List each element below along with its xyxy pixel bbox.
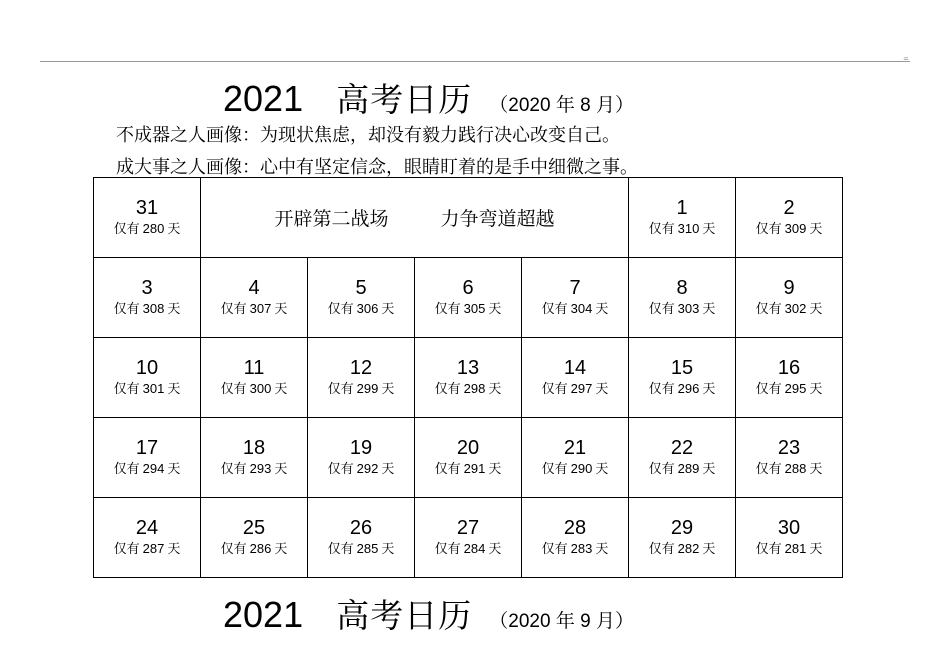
remaining-count: 308 <box>142 300 165 316</box>
days-remaining <box>201 380 307 399</box>
remaining-count: 287 <box>142 540 165 556</box>
day-cell <box>308 498 415 578</box>
day-cell <box>415 258 522 338</box>
day-cell <box>736 418 843 498</box>
remaining-count: 307 <box>249 300 272 316</box>
day-cell <box>629 498 736 578</box>
day-number: 20 <box>456 436 480 459</box>
remaining-prefix: 仅有 <box>327 541 354 557</box>
remaining-count: 297 <box>570 380 593 396</box>
remaining-prefix: 仅有 <box>327 461 354 477</box>
day-number: 23 <box>777 436 801 459</box>
remaining-suffix: 天 <box>167 461 181 477</box>
days-remaining <box>415 380 521 399</box>
remaining-prefix: 仅有 <box>541 541 568 557</box>
remaining-count: 285 <box>356 540 379 556</box>
slogan-right: 力争弯道超越 <box>440 208 555 230</box>
remaining-suffix: 天 <box>595 381 609 397</box>
day-cell <box>522 498 629 578</box>
remaining-count: 283 <box>570 540 593 556</box>
day-cell <box>522 418 629 498</box>
day-cell <box>201 418 308 498</box>
day-cell <box>308 418 415 498</box>
remaining-count: 293 <box>249 460 272 476</box>
days-remaining <box>522 380 628 399</box>
title-name: 高考日历 <box>336 80 473 119</box>
remaining-count: 290 <box>570 460 593 476</box>
day-number: 3 <box>141 276 153 299</box>
remaining-count: 288 <box>784 460 807 476</box>
day-number: 19 <box>349 436 373 459</box>
remaining-prefix: 仅有 <box>541 381 568 397</box>
motto-line: 成大事之人画像：心中有坚定信念，眼睛盯着的是手中细微之事。 <box>116 157 638 178</box>
day-cell <box>201 498 308 578</box>
day-number: 7 <box>569 276 581 299</box>
day-number: 5 <box>355 276 367 299</box>
remaining-count: 295 <box>784 380 807 396</box>
days-remaining <box>522 460 628 479</box>
remaining-prefix: 仅有 <box>755 221 782 237</box>
day-cell <box>201 258 308 338</box>
day-cell <box>415 418 522 498</box>
title-year: 2021 <box>223 78 304 119</box>
remaining-suffix: 天 <box>488 461 502 477</box>
remaining-prefix: 仅有 <box>327 381 354 397</box>
remaining-prefix: 仅有 <box>648 381 675 397</box>
remaining-prefix: 仅有 <box>113 461 140 477</box>
day-cell <box>736 338 843 418</box>
remaining-prefix: 仅有 <box>113 221 140 237</box>
days-remaining <box>201 460 307 479</box>
remaining-prefix: 仅有 <box>648 461 675 477</box>
remaining-count: 292 <box>356 460 379 476</box>
days-remaining <box>415 460 521 479</box>
remaining-prefix: 仅有 <box>755 541 782 557</box>
day-cell <box>629 338 736 418</box>
days-remaining <box>415 300 521 319</box>
remaining-prefix: 仅有 <box>541 461 568 477</box>
remaining-prefix: 仅有 <box>755 461 782 477</box>
remaining-count: 281 <box>784 540 807 556</box>
days-remaining <box>629 460 735 479</box>
remaining-suffix: 天 <box>809 541 823 557</box>
remaining-suffix: 天 <box>167 381 181 397</box>
title-month: （2020 年 8 月） <box>489 95 634 116</box>
day-number: 9 <box>783 276 795 299</box>
day-number: 21 <box>563 436 587 459</box>
remaining-suffix: 天 <box>702 301 716 317</box>
days-remaining <box>94 540 200 559</box>
days-remaining <box>415 540 521 559</box>
calendar-table <box>93 177 843 578</box>
day-number: 14 <box>563 356 587 379</box>
remaining-count: 309 <box>784 220 807 236</box>
remaining-suffix: 天 <box>595 461 609 477</box>
day-cell <box>94 338 201 418</box>
remaining-suffix: 天 <box>488 381 502 397</box>
remaining-suffix: 天 <box>595 541 609 557</box>
day-cell <box>629 418 736 498</box>
calendar-row <box>94 258 843 338</box>
day-cell <box>736 178 843 258</box>
remaining-prefix: 仅有 <box>220 461 247 477</box>
remaining-count: 286 <box>249 540 272 556</box>
days-remaining <box>201 300 307 319</box>
day-cell <box>94 418 201 498</box>
day-number: 1 <box>676 196 688 219</box>
remaining-prefix: 仅有 <box>434 541 461 557</box>
remaining-prefix: 仅有 <box>220 301 247 317</box>
days-remaining <box>308 460 414 479</box>
remaining-prefix: 仅有 <box>434 461 461 477</box>
days-remaining <box>629 300 735 319</box>
calendar-row <box>94 498 843 578</box>
day-cell <box>522 338 629 418</box>
day-number: 18 <box>242 436 266 459</box>
remaining-count: 280 <box>142 220 165 236</box>
remaining-prefix: 仅有 <box>648 301 675 317</box>
corner-mark: = <box>903 55 909 63</box>
days-remaining <box>308 540 414 559</box>
remaining-count: 299 <box>356 380 379 396</box>
day-cell <box>736 498 843 578</box>
day-number: 26 <box>349 516 373 539</box>
remaining-prefix: 仅有 <box>113 541 140 557</box>
remaining-suffix: 天 <box>381 541 395 557</box>
day-number: 27 <box>456 516 480 539</box>
remaining-suffix: 天 <box>274 541 288 557</box>
day-cell <box>94 498 201 578</box>
remaining-count: 301 <box>142 380 165 396</box>
day-cell <box>94 178 201 258</box>
day-cell <box>308 258 415 338</box>
remaining-prefix: 仅有 <box>648 541 675 557</box>
days-remaining <box>629 540 735 559</box>
remaining-suffix: 天 <box>809 461 823 477</box>
calendar-row <box>94 178 843 258</box>
remaining-prefix: 仅有 <box>327 301 354 317</box>
days-remaining <box>522 540 628 559</box>
title-month: （2020 年 9 月） <box>489 611 634 632</box>
remaining-suffix: 天 <box>167 301 181 317</box>
day-number: 15 <box>670 356 694 379</box>
day-cell <box>201 338 308 418</box>
days-remaining <box>94 380 200 399</box>
day-cell <box>522 258 629 338</box>
remaining-suffix: 天 <box>702 461 716 477</box>
remaining-suffix: 天 <box>488 301 502 317</box>
days-remaining <box>736 220 842 239</box>
remaining-suffix: 天 <box>809 381 823 397</box>
remaining-suffix: 天 <box>702 381 716 397</box>
day-cell <box>415 498 522 578</box>
remaining-count: 291 <box>463 460 486 476</box>
slogan-left: 开辟第二战场 <box>274 208 389 230</box>
day-number: 28 <box>563 516 587 539</box>
day-cell <box>94 258 201 338</box>
remaining-prefix: 仅有 <box>755 381 782 397</box>
calendar-row <box>94 418 843 498</box>
remaining-suffix: 天 <box>274 381 288 397</box>
remaining-count: 294 <box>142 460 165 476</box>
remaining-count: 302 <box>784 300 807 316</box>
days-remaining <box>201 540 307 559</box>
remaining-prefix: 仅有 <box>220 381 247 397</box>
remaining-count: 305 <box>463 300 486 316</box>
days-remaining <box>629 380 735 399</box>
remaining-count: 298 <box>463 380 486 396</box>
remaining-count: 304 <box>570 300 593 316</box>
remaining-suffix: 天 <box>702 541 716 557</box>
days-remaining <box>522 300 628 319</box>
top-rule <box>40 61 910 62</box>
remaining-suffix: 天 <box>702 221 716 237</box>
day-cell <box>308 338 415 418</box>
remaining-count: 282 <box>677 540 700 556</box>
remaining-prefix: 仅有 <box>755 301 782 317</box>
day-number: 22 <box>670 436 694 459</box>
remaining-suffix: 天 <box>167 541 181 557</box>
remaining-count: 289 <box>677 460 700 476</box>
day-cell <box>629 178 736 258</box>
slogan <box>201 204 628 231</box>
remaining-prefix: 仅有 <box>434 301 461 317</box>
day-number: 30 <box>777 516 801 539</box>
days-remaining <box>736 540 842 559</box>
day-number: 25 <box>242 516 266 539</box>
days-remaining <box>736 380 842 399</box>
remaining-prefix: 仅有 <box>113 381 140 397</box>
day-number: 29 <box>670 516 694 539</box>
remaining-prefix: 仅有 <box>113 301 140 317</box>
remaining-count: 300 <box>249 380 272 396</box>
remaining-suffix: 天 <box>274 301 288 317</box>
day-number: 17 <box>135 436 159 459</box>
remaining-count: 310 <box>677 220 700 236</box>
day-cell <box>629 258 736 338</box>
remaining-prefix: 仅有 <box>220 541 247 557</box>
remaining-suffix: 天 <box>381 381 395 397</box>
days-remaining <box>94 460 200 479</box>
day-number: 31 <box>135 196 159 219</box>
days-remaining <box>736 300 842 319</box>
remaining-prefix: 仅有 <box>434 381 461 397</box>
remaining-suffix: 天 <box>595 301 609 317</box>
day-number: 4 <box>248 276 260 299</box>
days-remaining <box>629 220 735 239</box>
slogan-cell <box>201 178 629 258</box>
remaining-count: 306 <box>356 300 379 316</box>
calendar-row <box>94 338 843 418</box>
day-number: 12 <box>349 356 373 379</box>
day-cell <box>736 258 843 338</box>
remaining-suffix: 天 <box>167 221 181 237</box>
remaining-suffix: 天 <box>488 541 502 557</box>
days-remaining <box>94 220 200 239</box>
day-cell <box>415 338 522 418</box>
days-remaining <box>308 380 414 399</box>
days-remaining <box>308 300 414 319</box>
remaining-count: 296 <box>677 380 700 396</box>
day-number: 16 <box>777 356 801 379</box>
title-name: 高考日历 <box>336 596 473 635</box>
remaining-prefix: 仅有 <box>541 301 568 317</box>
day-number: 6 <box>462 276 474 299</box>
days-remaining <box>94 300 200 319</box>
day-number: 8 <box>676 276 688 299</box>
title-year: 2021 <box>223 594 304 635</box>
day-number: 13 <box>456 356 480 379</box>
remaining-suffix: 天 <box>381 301 395 317</box>
remaining-count: 303 <box>677 300 700 316</box>
days-remaining <box>736 460 842 479</box>
day-number: 10 <box>135 356 159 379</box>
page-title <box>223 74 634 121</box>
day-number: 11 <box>243 356 265 379</box>
remaining-suffix: 天 <box>809 221 823 237</box>
remaining-suffix: 天 <box>381 461 395 477</box>
remaining-suffix: 天 <box>809 301 823 317</box>
remaining-count: 284 <box>463 540 486 556</box>
next-page-title <box>223 590 634 637</box>
day-number: 2 <box>783 196 795 219</box>
remaining-suffix: 天 <box>274 461 288 477</box>
remaining-prefix: 仅有 <box>648 221 675 237</box>
day-number: 24 <box>135 516 159 539</box>
motto-line: 不成器之人画像：为现状焦虑，却没有毅力践行决心改变自己。 <box>116 125 620 146</box>
